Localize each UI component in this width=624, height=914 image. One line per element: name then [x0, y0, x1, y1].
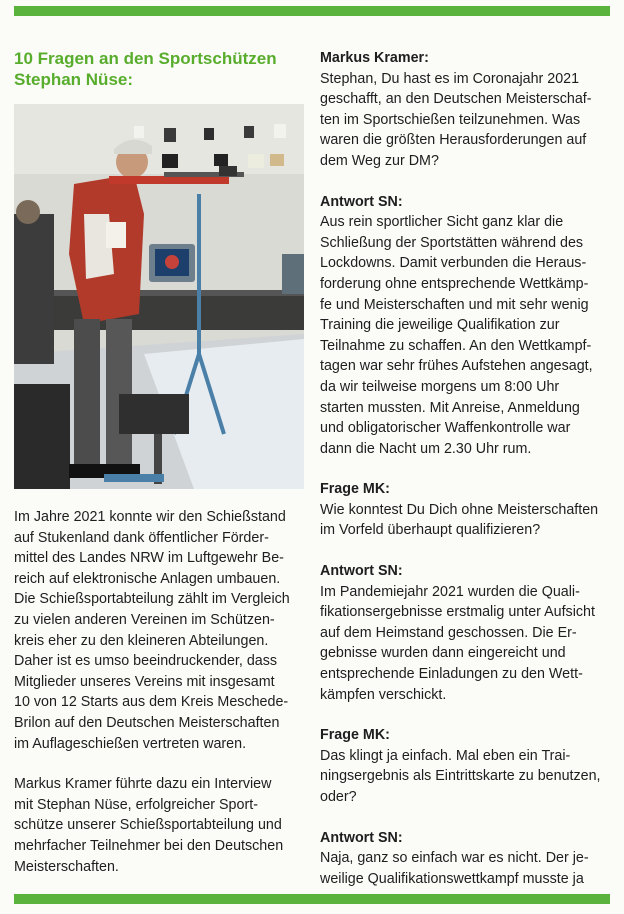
- title-line-2: Stephan Nüse:: [14, 70, 134, 89]
- interview-column: [320, 48, 616, 909]
- interview-block: [320, 479, 616, 541]
- speaker-label: Antwort SN:: [320, 193, 403, 210]
- intro-paragraph-1: Im Jahre 2021 konnte wir den Schießstand auf Stukenland dank öffentlicher Förder- mittel des Landes NRW im Luftgewehr Be- reich auf elektronische Anlagen umbauen. Die Schießsportabteilung zählt im Vergleich zu vielen anderen Vereinen im Schützen- kreis eher zu den kleineren Abteilungen. Daher ist es umso beeindruckender, dass Mitglieder unseres Vereins mit insgesamt 10 von 12 Starts aus dem Kreis Meschede- Brilon auf den Deutschen Meisterschaften im Auflageschießen vertreten waren.: [14, 509, 290, 752]
- speaker-text: Wie konntest Du Dich ohne Meisterschaften im Vorfeld überhaupt qualifizieren?: [320, 501, 599, 539]
- speaker-label: Antwort SN:: [320, 563, 403, 580]
- interview-block: [320, 725, 616, 807]
- speaker-text: Stephan, Du hast es im Coronajahr 2021 geschafft, an den Deutschen Meisterschaf- ten im Sportschießen teilzunehmen. Was waren die größten Herausforderungen auf dem Weg zur DM?: [320, 70, 592, 169]
- speaker-text: Im Pandemiejahr 2021 wurden die Quali- fikationsergebnisse erstmalig unter Aufsicht auf dem Heimstand geschossen. Die Er- gebnisse wurden dann eingereicht und entsprechende Einladungen zu den Wett- kämpfen verschickt.: [320, 583, 595, 703]
- speaker-label: Markus Kramer:: [320, 50, 429, 66]
- speaker-text: Naja, ganz so einfach war es nicht. Der je- weilige Qualifikationswettkampf musste ja: [320, 850, 589, 887]
- interview-block: [320, 561, 616, 705]
- top-accent-bar: [14, 6, 610, 16]
- interview-block: [320, 192, 616, 460]
- speaker-text: Aus rein sportlicher Sicht ganz klar die Schließung der Sportstätten während des Lockdowns. Damit verbunden die Heraus- forderung ohne entsprechende Wettkämp- fe und Meisterschaften und mit sehr wenig Training die jeweilige Qualifikation zur Teilnahme zu schaffen. An den Wettkampf- tagen war sehr frühes Aufstehen angesagt, da wir teilweise morgens um 8:00 Uhr starten mussten. Mit Anreise, Anmeldung und obligatorischer Waffenkontrolle war dann die Nacht um 2.30 Uhr rum.: [320, 214, 593, 457]
- shooter-photo: [14, 104, 304, 489]
- interview-block: [320, 828, 616, 890]
- speaker-label: Frage MK:: [320, 481, 390, 498]
- intro-text: [14, 507, 314, 877]
- speaker-text: Das klingt ja einfach. Mal eben ein Trai- ningsergebnis als Eintrittskarte zu benutzen, oder?: [320, 747, 601, 805]
- intro-paragraph-2: Markus Kramer führte dazu ein Interview mit Stephan Nüse, erfolgreicher Sport- schütze unserer Schießsportabteilung und mehrfacher Teilnehmer bei den Deutschen Meisterschaften.: [14, 776, 284, 875]
- title-line-1: 10 Fragen an den Sportschützen: [14, 49, 277, 68]
- speaker-label: Frage MK:: [320, 727, 390, 744]
- interview-block: [320, 48, 616, 172]
- speaker-label: Antwort SN:: [320, 829, 403, 846]
- article-title: [14, 48, 304, 90]
- shooter-photo-illustration: [14, 104, 304, 489]
- bottom-accent-bar: [14, 894, 610, 904]
- left-column: [14, 48, 304, 875]
